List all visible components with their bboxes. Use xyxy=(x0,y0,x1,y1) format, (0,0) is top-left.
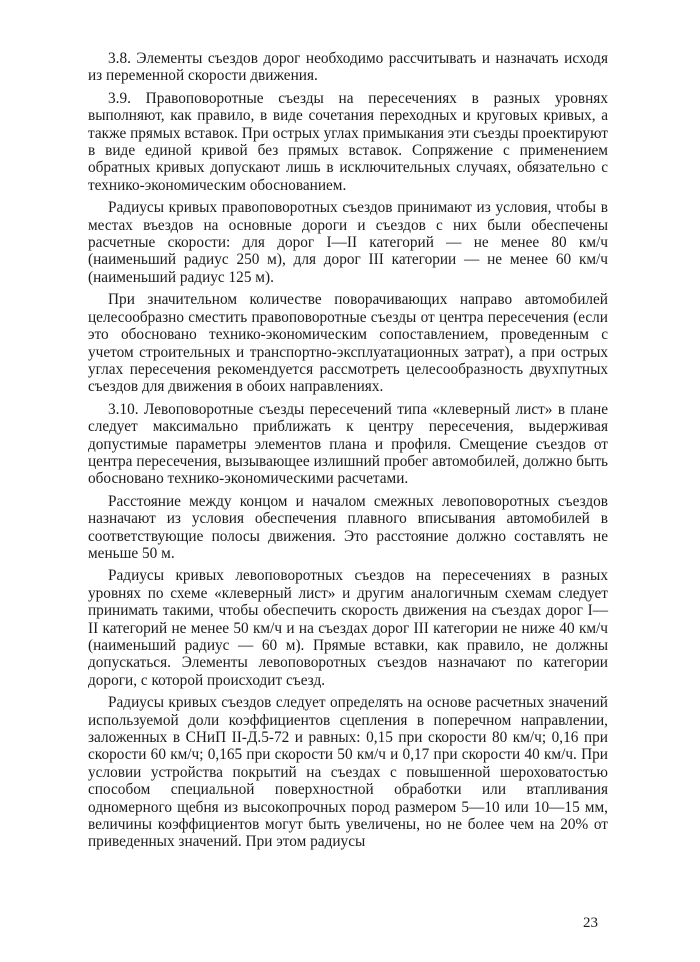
paragraph-friction-coefficients: Радиусы кривых съездов следует определять на основе расчетных значений используемой доли коэффициентов сцепления в поперечном направлении, заложенных в СНиП II-Д.5-72 и равных: 0,15 при скорости 80 км/ч; 0,16 при скорости 60 км/ч; 0,165 при скорости 50 км/ч и 0,17 при скорости 40 км/ч. При условии устройства покрытий на съездах с повышенной шероховатостью способом специальной поверхностной обработки или втапливания одномерного щебня из высокопрочных пород размером 5—10 или 10—15 мм, величины коэффициентов могут быть увеличены, но не более чем на 20% от приведенных значений. При этом радиусы xyxy=(88,694,608,851)
document-page xyxy=(88,50,608,856)
paragraph-3-8: 3.8. Элементы съездов дорог необходимо рассчитывать и назначать исходя из переменной скорости движения. xyxy=(88,50,608,85)
paragraph-3-10: 3.10. Левоповоротные съезды пересечений типа «клеверный лист» в плане следует максимально приближать к центру пересечения, выдерживая допустимые параметры элементов плана и профиля. Смещение съездов от центра пересечения, вызывающее излишний пробег автомобилей, должно быть обосновано технико-экономическими расчетами. xyxy=(88,400,608,488)
page-number: 23 xyxy=(583,915,598,931)
paragraph-left-turn-radii: Радиусы кривых левоповоротных съездов на пересечениях в разных уровнях по схеме «клеверный лист» и другим аналогичным схемам следует принимать такими, чтобы обеспечить скорость движения на съездах дорог I—II категорий не менее 50 км/ч и на съездах дорог III категории не ниже 40 км/ч (наименьший радиус — 60 м). Прямые вставки, как правило, не должны допускаться. Элементы левоповоротных съездов назначают по категории дороги, с которой происходит съезд. xyxy=(88,567,608,689)
paragraph-right-turn-radii: Радиусы кривых правоповоротных съездов принимают из условия, чтобы в местах въездов на основные дороги и съездов с них были обеспечены расчетные скорости: для дорог I—II категорий — не менее 80 км/ч (наименьший радиус 250 м), для дорог III категории — не менее 60 км/ч (наименьший радиус 125 м). xyxy=(88,199,608,286)
paragraph-3-9: 3.9. Правоповоротные съезды на пересечениях в разных уровнях выполняют, как правило, в виде сочетания переходных и круговых кривых, а также прямых вставок. При острых углах примыкания эти съезды проектируют в виде единой кривой без прямых вставок. Сопряжение с применением обратных кривых допускают лишь в исключительных случаях, обязательно с технико-экономическим обоснованием. xyxy=(88,89,608,194)
paragraph-ramp-distance: Расстояние между концом и началом смежных левоповоротных съездов назначают из условия обеспечения плавного вписывания автомобилей в соответствующие полосы движения. Это расстояние должно составлять не меньше 50 м. xyxy=(88,492,608,562)
paragraph-right-turn-shift: При значительном количестве поворачивающих направо автомобилей целесообразно сместить правоповоротные съезды от центра пересечения (если это обосновано технико-экономическим сопоставлением, проведенным с учетом строительных и транспортно-эксплуатационных затрат), а при острых углах пересечения рекомендуется рассмотреть целесообразность двухпутных съездов для движения в обоих направлениях. xyxy=(88,291,608,396)
